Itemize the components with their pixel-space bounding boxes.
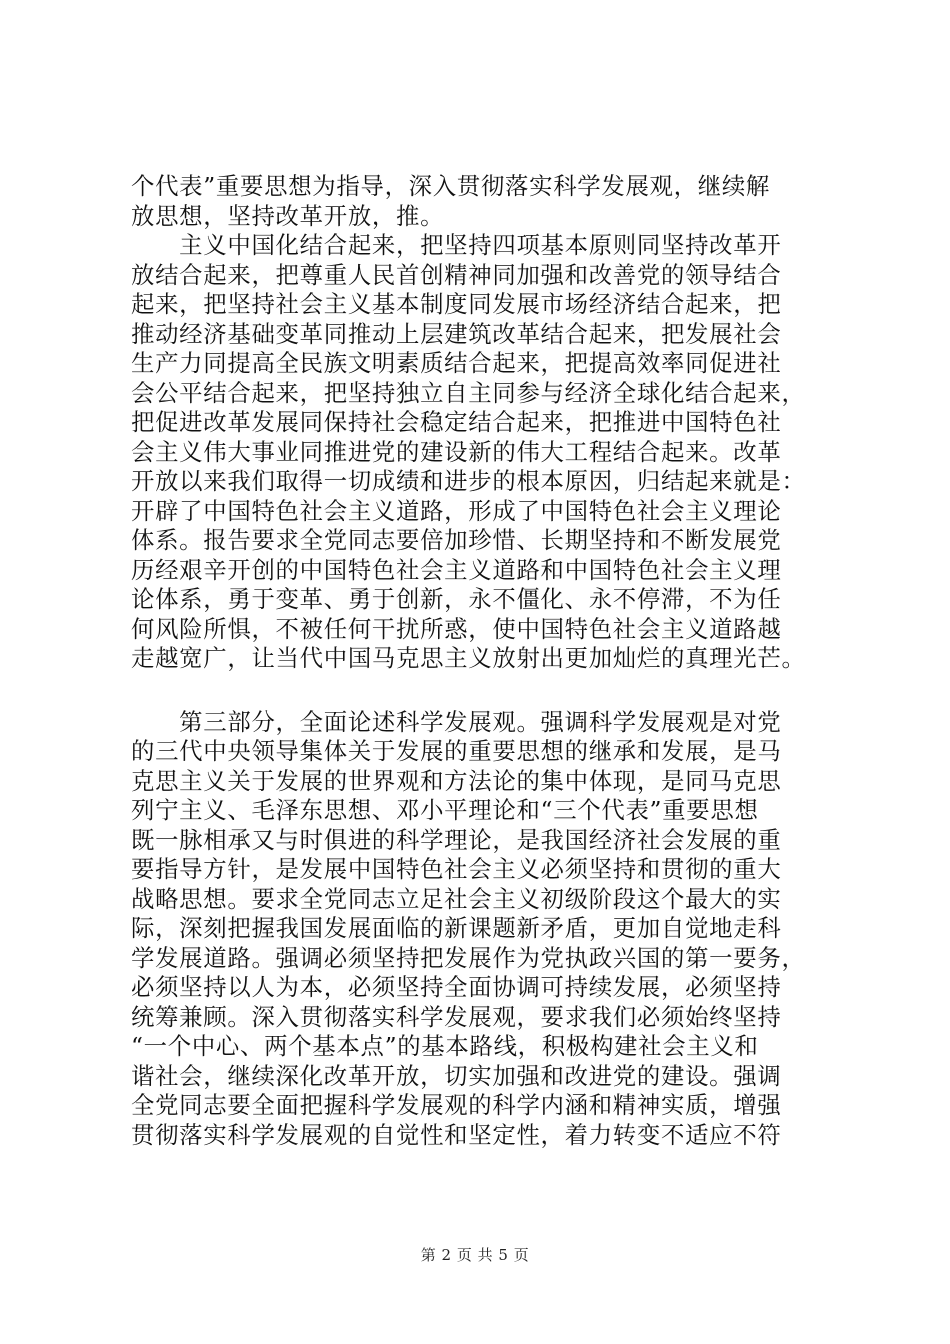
text-line: 体系。报告要求全党同志要倍加珍惜、长期坚持和不断发展党 <box>131 526 782 554</box>
paragraph-3 <box>131 708 831 1151</box>
text-line: 际，深刻把握我国发展面临的新课题新矛盾，更加自觉地走科 <box>131 914 782 942</box>
text-line: 会主义伟大事业同推进党的建设新的伟大工程结合起来。改革 <box>131 437 782 466</box>
text-line: 学发展道路。强调必须坚持把发展作为党执政兴国的第一要务， <box>131 943 806 972</box>
text-line: 放结合起来，把尊重人民首创精神同加强和改善党的领导结合 <box>131 260 782 289</box>
document-body <box>131 172 831 1150</box>
text-line: 主义中国化结合起来，把坚持四项基本原则同坚持改革开 <box>131 231 782 259</box>
text-line: 放思想，坚持改革开放，推。 <box>131 201 445 230</box>
text-line: 何风险所惧，不被任何干扰所惑，使中国特色社会主义道路越 <box>131 614 782 643</box>
text-line: 会公平结合起来，把坚持独立自主同参与经济全球化结合起来， <box>131 378 806 407</box>
text-line: 起来，把坚持社会主义基本制度同发展市场经济结合起来，把 <box>131 290 782 318</box>
paragraph-2 <box>131 231 831 674</box>
text-line: 开辟了中国特色社会主义道路，形成了中国特色社会主义理论 <box>131 496 782 525</box>
text-line: 贯彻落实科学发展观的自觉性和坚定性，着力转变不适应不符 <box>131 1120 782 1149</box>
text-line: 既一脉相承又与时俱进的科学理论，是我国经济社会发展的重 <box>131 825 782 854</box>
text-line: 必须坚持以人为本，必须坚持全面协调可持续发展，必须坚持 <box>131 973 782 1001</box>
text-line: 要指导方针，是发展中国特色社会主义必须坚持和贯彻的重大 <box>131 855 782 883</box>
text-line: 开放以来我们取得一切成绩和进步的根本原因，归结起来就是： <box>131 467 806 495</box>
text-line: 谐社会，继续深化改革开放，切实加强和改进党的建设。强调 <box>131 1061 782 1090</box>
text-line: 历经艰辛开创的中国特色社会主义道路和中国特色社会主义理 <box>131 555 782 584</box>
text-line: 论体系，勇于变革、勇于创新，永不僵化、永不停滞，不为任 <box>131 585 782 613</box>
text-line: 推动经济基础变革同推动上层建筑改革结合起来，把发展社会 <box>131 319 782 348</box>
text-line: 第三部分，全面论述科学发展观。强调科学发展观是对党 <box>131 707 782 736</box>
text-line: 战略思想。要求全党同志立足社会主义初级阶段这个最大的实 <box>131 884 782 913</box>
text-line: 全党同志要全面把握科学发展观的科学内涵和精神实质，增强 <box>131 1091 782 1119</box>
text-line: 列宁主义、毛泽东思想、邓小平理论和“三个代表”重要思想 <box>131 796 759 824</box>
text-line: “一个中心、两个基本点”的基本路线，积极构建社会主义和 <box>131 1032 759 1060</box>
paragraph-spacer <box>131 674 831 708</box>
text-line: 走越宽广，让当代中国马克思主义放射出更加灿烂的真理光芒。 <box>131 644 806 672</box>
text-line: 个代表”重要思想为指导，深入贯彻落实科学发展观，继续解 <box>131 172 771 200</box>
page-number-footer: 第 2 页 共 5 页 <box>420 1246 530 1264</box>
text-line: 克思主义关于发展的世界观和方法论的集中体现，是同马克思 <box>131 766 782 795</box>
text-line: 生产力同提高全民族文明素质结合起来，把提高效率同促进社 <box>131 349 782 377</box>
text-line: 统筹兼顾。深入贯彻落实科学发展观，要求我们必须始终坚持 <box>131 1002 782 1031</box>
paragraph-1 <box>131 172 831 231</box>
text-line: 把促进改革发展同保持社会稳定结合起来，把推进中国特色社 <box>131 408 782 436</box>
text-line: 的三代中央领导集体关于发展的重要思想的继承和发展，是马 <box>131 737 782 765</box>
